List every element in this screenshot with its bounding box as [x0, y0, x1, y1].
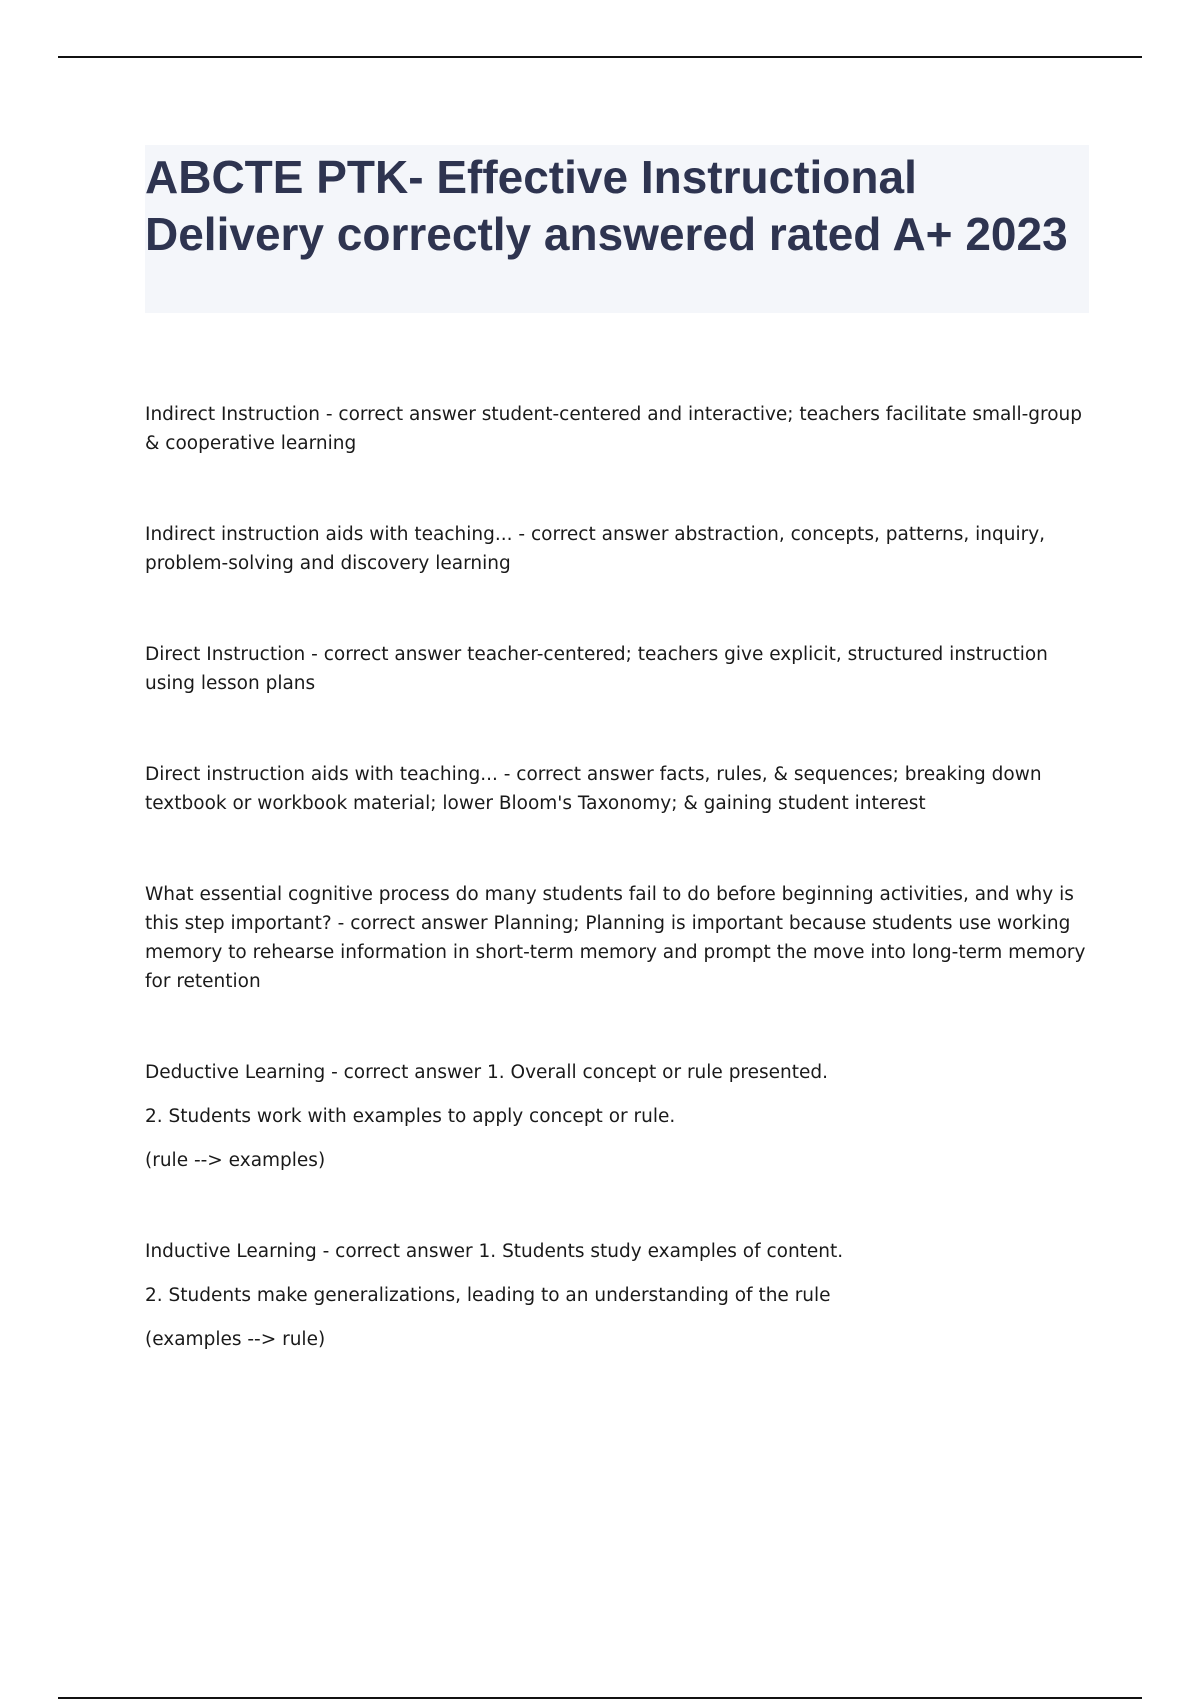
- document-title: ABCTE PTK- Effective Instructional Delivery correctly answered rated A+ 2023: [145, 151, 1068, 260]
- top-rule: [58, 56, 1142, 58]
- qa-entry-indirect-instruction-aids: [145, 520, 1095, 578]
- bottom-rule: [58, 1697, 1142, 1699]
- entry-text: Indirect Instruction - correct answer student-centered and interactive; teachers facilitate small-group & cooperative learning: [145, 404, 1083, 454]
- entry-text: Indirect instruction aids with teaching... - correct answer abstraction, concepts, patterns, inquiry, problem-solving and discovery learning: [145, 524, 1046, 574]
- qa-entry-deductive-learning: [145, 1058, 1095, 1175]
- entry-text: Deductive Learning - correct answer 1. Overall concept or rule presented.: [145, 1062, 829, 1083]
- qa-entry-direct-instruction: [145, 640, 1095, 698]
- qa-entry-direct-instruction-aids: [145, 760, 1095, 818]
- entry-text: What essential cognitive process do many students fail to do before beginning activities, and why is this step important? - correct answer Planning; Planning is important because students use working memory to rehearse information in short-term memory and prompt the move into long-term memory for retention: [145, 884, 1086, 992]
- entry-step: 2. Students make generalizations, leading to an understanding of the rule: [145, 1285, 831, 1306]
- qa-entry-indirect-instruction: [145, 400, 1095, 458]
- qa-entry-cognitive-process: [145, 880, 1095, 996]
- entry-text: Inductive Learning - correct answer 1. Students study examples of content.: [145, 1241, 844, 1262]
- title-box: [145, 145, 1089, 313]
- qa-entry-inductive-learning: [145, 1237, 1095, 1354]
- entry-text: Direct Instruction - correct answer teacher-centered; teachers give explicit, structured instruction using lesson plans: [145, 644, 1048, 694]
- entry-summary: (examples --> rule): [145, 1329, 326, 1350]
- entry-step: 2. Students work with examples to apply concept or rule.: [145, 1106, 676, 1127]
- entry-summary: (rule --> examples): [145, 1150, 326, 1171]
- qa-list: [145, 400, 1095, 1354]
- entry-text: Direct instruction aids with teaching... - correct answer facts, rules, & sequences; breaking down textbook or workbook material; lower Bloom's Taxonomy; & gaining student interest: [145, 764, 1042, 814]
